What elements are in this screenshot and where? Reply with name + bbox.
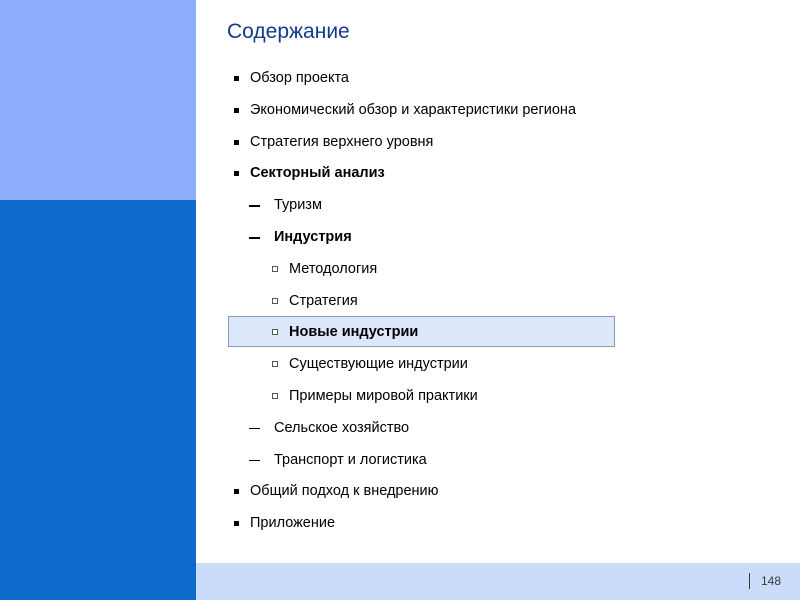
toc-item-label: Приложение xyxy=(250,515,336,532)
bullet-square-icon xyxy=(234,140,239,145)
bullet-hollow-square-icon xyxy=(272,329,278,335)
bullet-hollow-square-icon xyxy=(272,361,278,367)
toc-item-label: Секторный анализ xyxy=(250,165,385,182)
bullet-hollow-square-icon xyxy=(272,298,278,304)
toc-item-label: Стратегия верхнего уровня xyxy=(250,133,434,150)
bullet-square-icon xyxy=(234,521,239,526)
toc-item-label: Новые индустрии xyxy=(289,324,419,341)
bullet-dash-icon xyxy=(249,205,260,207)
toc-item-label: Транспорт и логистика xyxy=(274,451,427,468)
toc-item-label: Туризм xyxy=(274,197,322,214)
bullet-hollow-square-icon xyxy=(272,266,278,272)
bullet-square-icon xyxy=(234,489,239,494)
page-number-separator xyxy=(749,573,750,589)
toc-item-label: Обзор проекта xyxy=(250,70,350,86)
bullet-square-icon xyxy=(234,76,239,81)
toc-item-label: Стратегия xyxy=(289,292,358,309)
toc-item-label: Общий подход к внедрению xyxy=(250,483,439,500)
slide-title: Содержание xyxy=(227,20,350,43)
bullet-dash-icon xyxy=(249,460,260,462)
bullet-hollow-square-icon xyxy=(272,393,278,399)
toc-item-label: Методология xyxy=(289,260,378,277)
page-number: 148 xyxy=(761,574,782,588)
bottom-bar xyxy=(196,563,800,600)
bullet-dash-icon xyxy=(249,428,260,430)
bullet-dash-icon xyxy=(249,237,260,239)
bullet-square-icon xyxy=(234,171,239,176)
toc-item-label: Экономический обзор и характеристики региона xyxy=(250,101,577,118)
bullet-square-icon xyxy=(234,108,239,113)
toc-item-label: Сельское хозяйство xyxy=(274,419,410,436)
toc-item-label: Индустрия xyxy=(274,229,352,245)
toc-item-label: Существующие индустрии xyxy=(289,356,468,373)
toc-item-label: Примеры мировой практики xyxy=(289,388,478,404)
